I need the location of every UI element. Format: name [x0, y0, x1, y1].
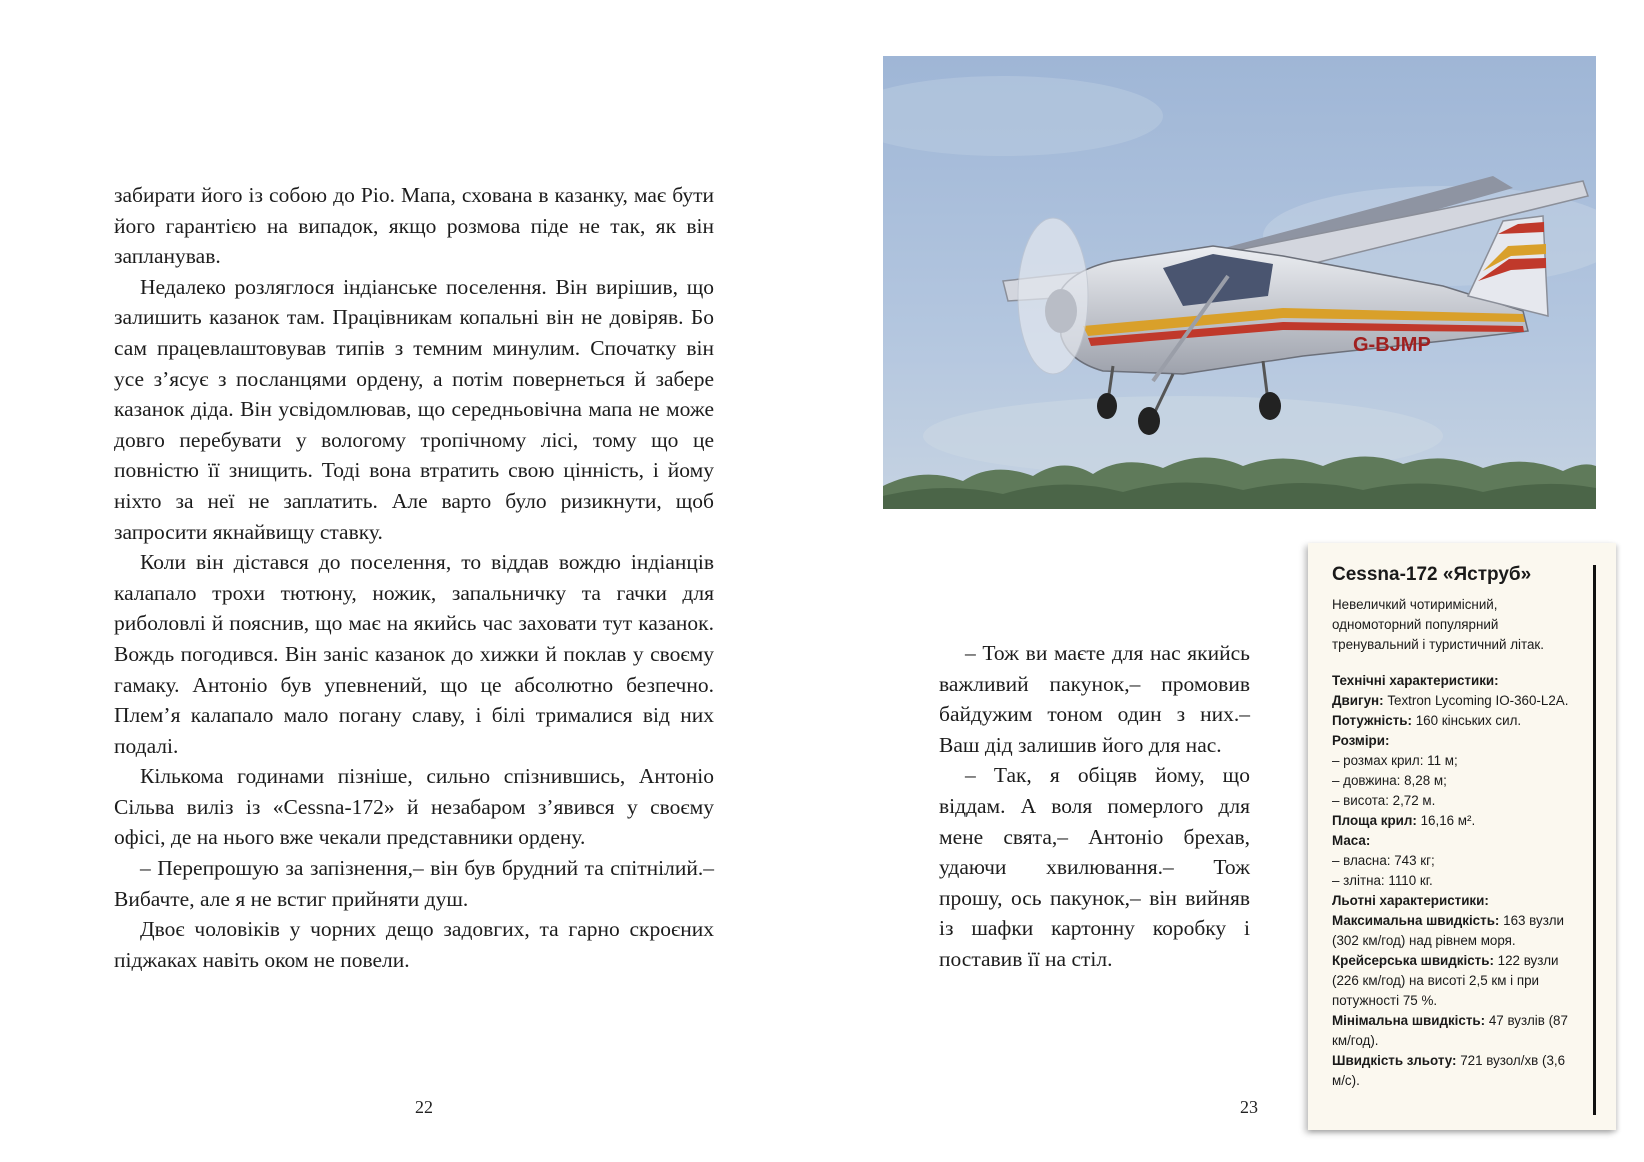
paragraph: – Так, я обіцяв йому, що віддам. А воля померлого для мене свята,– Антоніо брехав, удаючи хвилювання.– Тож прошу, ось пакунок,– він вийняв із шафки картонну коробку і поставив її на стіл.: [939, 763, 1250, 971]
right-page-text: [939, 638, 1250, 975]
airplane-illustration: [883, 56, 1596, 509]
registration-mark: G-BJMP: [1353, 334, 1431, 356]
spec-dimension-item: – висота: 2,72 м.: [1332, 793, 1436, 808]
info-sidebar: [1308, 543, 1616, 1130]
sidebar-rule: [1593, 565, 1596, 1115]
spec-climb-rate: Швидкість зльоту: 721 вузол/хв (3,6 м/с).: [1332, 1053, 1566, 1088]
spec-power: Потужність: 160 кінських сил.: [1332, 713, 1522, 728]
paragraph: Двоє чоловіків у чорних дещо задовгих, та гарно скроєних піджаках навіть оком не повели.: [114, 917, 714, 972]
page-number-right: 23: [1240, 1097, 1258, 1117]
specs-heading: Технічні характеристики:: [1332, 673, 1499, 688]
spec-dimensions-heading: Розміри:: [1332, 733, 1390, 748]
page-number-left: 22: [415, 1097, 433, 1117]
sidebar-description: Невеличкий чотиримісний, одномоторний популярний тренувальний і туристичний літак.: [1332, 597, 1545, 652]
spec-wing-area: Площа крил: 16,16 м².: [1332, 813, 1476, 828]
left-page-text: [114, 180, 714, 975]
paragraph: – Тож ви маєте для нас якийсь важливий пакунок,– промовив байдужим тоном один з них.– Ваш дід залишив його для нас.: [939, 641, 1250, 757]
airplane-photo: [883, 56, 1596, 509]
spec-mass-heading: Маса:: [1332, 833, 1371, 848]
spec-min-speed: Мінімальна швидкість: 47 вузлів (87 км/год).: [1332, 1013, 1568, 1048]
spec-cruise-speed: Крейсерська швидкість: 122 вузли (226 км/год) на висоті 2,5 км і при потужності 75 %.: [1332, 953, 1559, 1008]
spec-dimension-item: – довжина: 8,28 м;: [1332, 773, 1447, 788]
spec-dimension-item: – розмах крил: 11 м;: [1332, 753, 1458, 768]
flight-heading: Льотні характеристики:: [1332, 893, 1489, 908]
paragraph: – Перепрошую за запізнення,– він був брудний та спітнілий.– Вибачте, але я не встиг прийняти душ.: [114, 856, 714, 911]
spec-engine: Двигун: Textron Lycoming IO-360-L2A.: [1332, 693, 1569, 708]
spec-mass-item: – власна: 743 кг;: [1332, 853, 1435, 868]
paragraph: Коли він дістався до поселення, то віддав вождю індіанців калапало трохи тютюну, ножик, запальничку та гачки для риболовлі й пояснив, що має на якийсь час заховати тут казанок. Вождь погодився. Він заніс казанок до хижки й поклав у своєму гамаку. Антоніо був упевнений, що це абсолютно безпечно. Плем’я калапало мало погану славу, і білі трималися від них подалі.: [114, 550, 714, 758]
spec-mass-item: – злітна: 1110 кг.: [1332, 873, 1433, 888]
spec-max-speed: Максимальна швидкість: 163 вузли (302 км/год) над рівнем моря.: [1332, 913, 1564, 948]
paragraph: Кількома годинами пізніше, сильно спізнившись, Антоніо Сільва виліз із «Cessna-172» й незабаром з’явився у своєму офісі, де на нього вже чекали представники ордену.: [114, 764, 714, 850]
paragraph: забирати його із собою до Ріо. Мапа, схована в казанку, має бути його гарантією на випадок, якщо розмова піде не так, як він запланував.: [114, 183, 714, 269]
paragraph: Недалеко розляглося індіанське поселення. Він вирішив, що залишить казанок там. Працівникам копальні він не довіряв. Бо сам працевлаштовував типів з темним минулим. Спочатку він усе з’ясує з посланцями ордену, а потім повернеться й забере казанок діда. Він усвідомлював, що середньовічна мапа не може довго перебувати у вологому тропічному лісі, тому що це повністю її знищить. Тоді вона втратить свою цінність, і йому ніхто за неї не заплатить. Але варто було ризикнути, щоб запросити якнайвищу ставку.: [114, 274, 714, 544]
sidebar-title: Cessna-172 «Яструб»: [1332, 564, 1532, 585]
